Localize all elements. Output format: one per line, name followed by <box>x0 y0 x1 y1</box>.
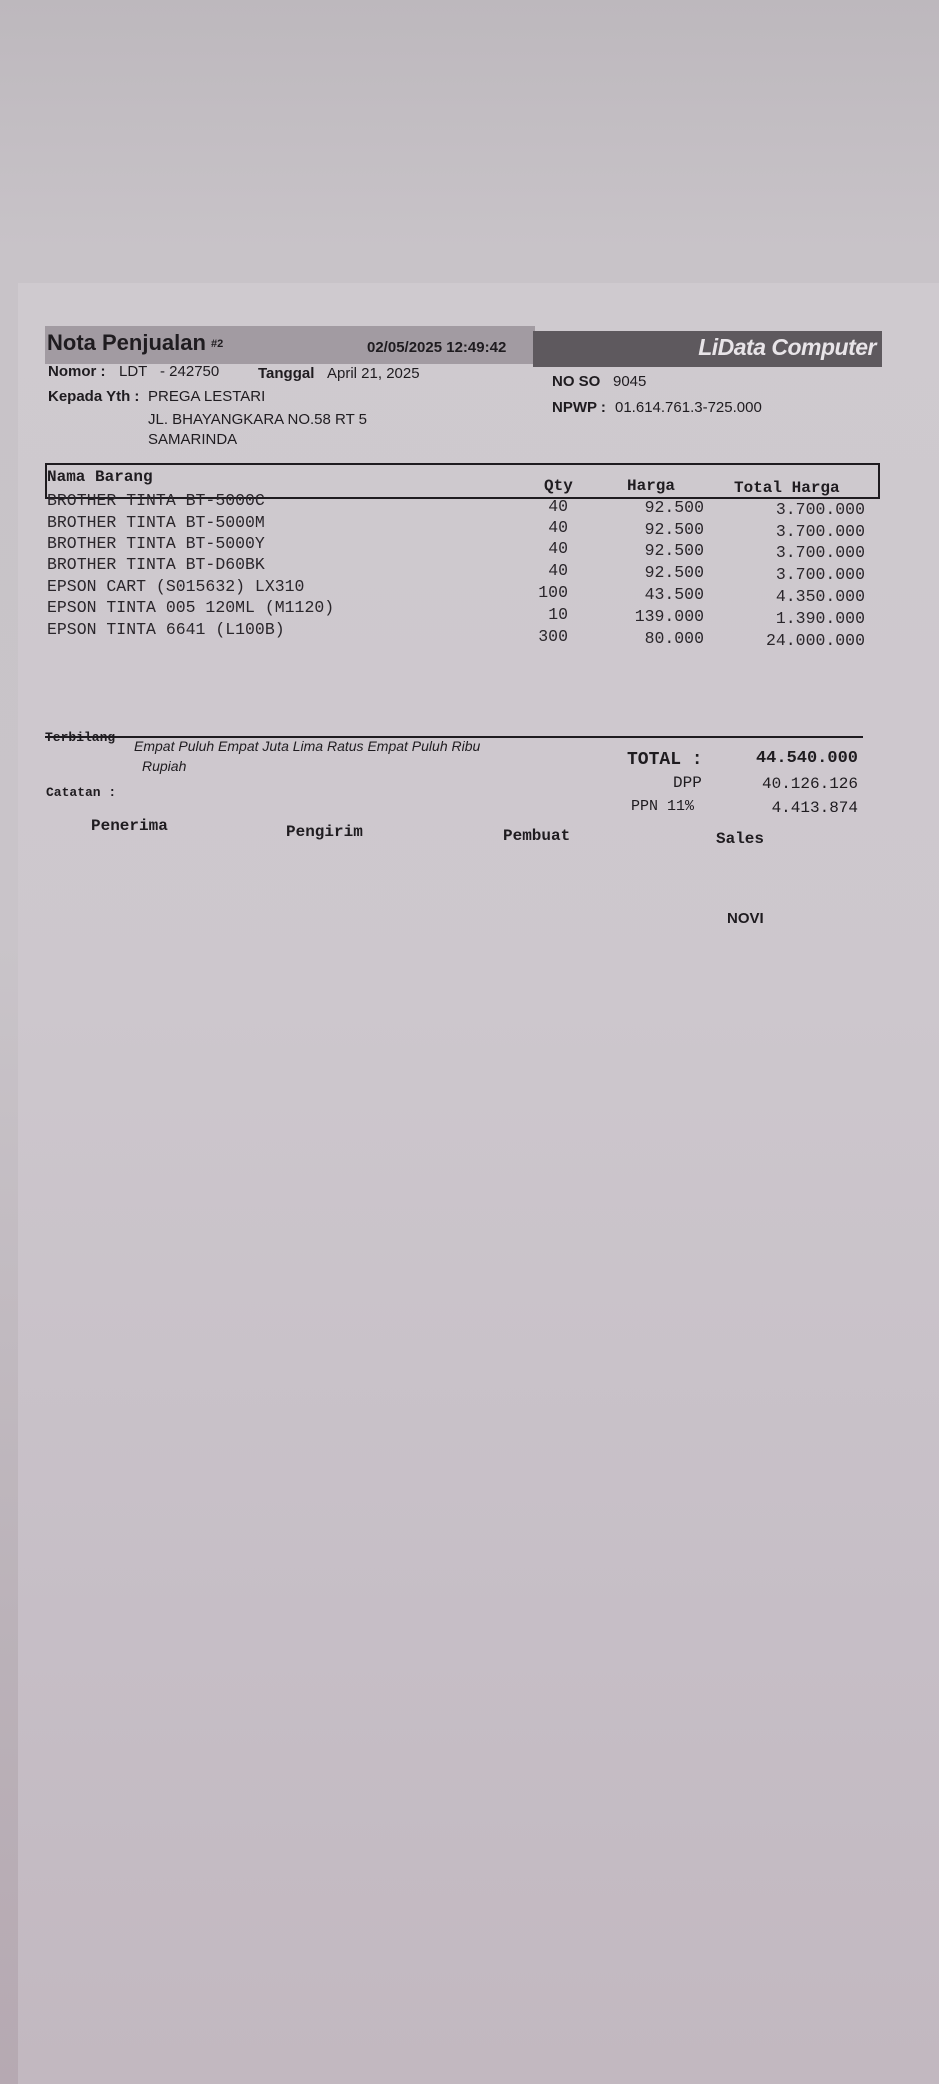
customer-address: JL. BHAYANGKARA NO.58 RT 5 <box>148 411 367 428</box>
item-qty: 40 <box>548 539 568 558</box>
item-total: 1.390.000 <box>775 609 865 628</box>
nomor-label: Nomor : <box>48 363 106 380</box>
copy-marker: #2 <box>211 338 224 350</box>
brand-band <box>533 331 882 367</box>
nomor-value: - 242750 <box>160 363 220 380</box>
sales-name: NOVI <box>727 910 764 927</box>
noso-label: NO SO <box>552 373 601 390</box>
nomor-prefix: LDT <box>119 363 148 380</box>
tanggal-label: Tanggal <box>258 365 315 382</box>
item-price: 80.000 <box>644 629 704 648</box>
item-name: BROTHER TINTA BT-5000C <box>47 491 265 510</box>
signature-sales-label: Sales <box>716 830 765 848</box>
item-name: BROTHER TINTA BT-D60BK <box>47 555 265 574</box>
signature-pembuat-label: Pembuat <box>503 827 571 845</box>
ppn-label: PPN 11% <box>631 798 695 815</box>
terbilang-label: Terbilang <box>45 730 116 745</box>
ppn-value: 4.413.874 <box>771 799 858 817</box>
item-total: 3.700.000 <box>775 565 865 584</box>
terbilang-text-line1: Empat Puluh Empat Juta Lima Ratus Empat Puluh Ribu <box>134 738 481 754</box>
brand-logo-text: LiData Computer <box>698 334 876 360</box>
item-total: 3.700.000 <box>775 500 865 519</box>
total-value: 44.540.000 <box>755 749 858 768</box>
item-price: 92.500 <box>644 520 704 539</box>
col-header-total: Total Harga <box>734 479 840 497</box>
signature-penerima-label: Penerima <box>91 817 168 835</box>
item-qty: 40 <box>548 497 568 516</box>
col-header-price: Harga <box>627 477 676 495</box>
document-title: Nota Penjualan <box>47 330 206 355</box>
item-total: 4.350.000 <box>775 587 865 606</box>
npwp-value: 01.614.761.3-725.000 <box>615 399 762 416</box>
terbilang-text-line2: Rupiah <box>142 758 187 774</box>
item-price: 139.000 <box>634 607 704 626</box>
item-price: 92.500 <box>644 498 704 517</box>
npwp-label: NPWP : <box>552 399 606 416</box>
item-name: BROTHER TINTA BT-5000Y <box>47 534 265 553</box>
item-price: 43.500 <box>644 585 704 604</box>
item-price: 92.500 <box>644 541 704 560</box>
signature-pengirim-label: Pengirim <box>286 823 363 841</box>
item-qty: 40 <box>548 518 568 537</box>
item-qty: 10 <box>548 605 568 624</box>
dpp-value: 40.126.126 <box>761 775 858 793</box>
item-qty: 300 <box>538 627 568 646</box>
item-name: BROTHER TINTA BT-5000M <box>47 513 265 532</box>
col-header-qty: Qty <box>544 477 573 495</box>
kepada-label: Kepada Yth : <box>48 388 140 405</box>
printed-timestamp: 02/05/2025 12:49:42 <box>367 339 507 356</box>
item-name: EPSON TINTA 005 120ML (M1120) <box>47 598 335 617</box>
item-name: EPSON CART (S015632) LX310 <box>47 577 305 596</box>
item-price: 92.500 <box>644 563 704 582</box>
item-name: EPSON TINTA 6641 (L100B) <box>47 620 285 639</box>
item-total: 3.700.000 <box>775 543 865 562</box>
noso-value: 9045 <box>613 373 647 390</box>
customer-name: PREGA LESTARI <box>148 388 266 405</box>
item-qty: 100 <box>538 583 568 602</box>
tanggal-value: April 21, 2025 <box>327 365 420 382</box>
catatan-label: Catatan : <box>46 785 117 800</box>
total-label: TOTAL : <box>627 750 703 770</box>
col-header-name: Nama Barang <box>47 468 153 486</box>
item-qty: 40 <box>548 561 568 580</box>
customer-city: SAMARINDA <box>148 431 238 448</box>
dpp-label: DPP <box>673 774 702 792</box>
item-total: 3.700.000 <box>775 522 865 541</box>
item-total: 24.000.000 <box>765 631 865 650</box>
